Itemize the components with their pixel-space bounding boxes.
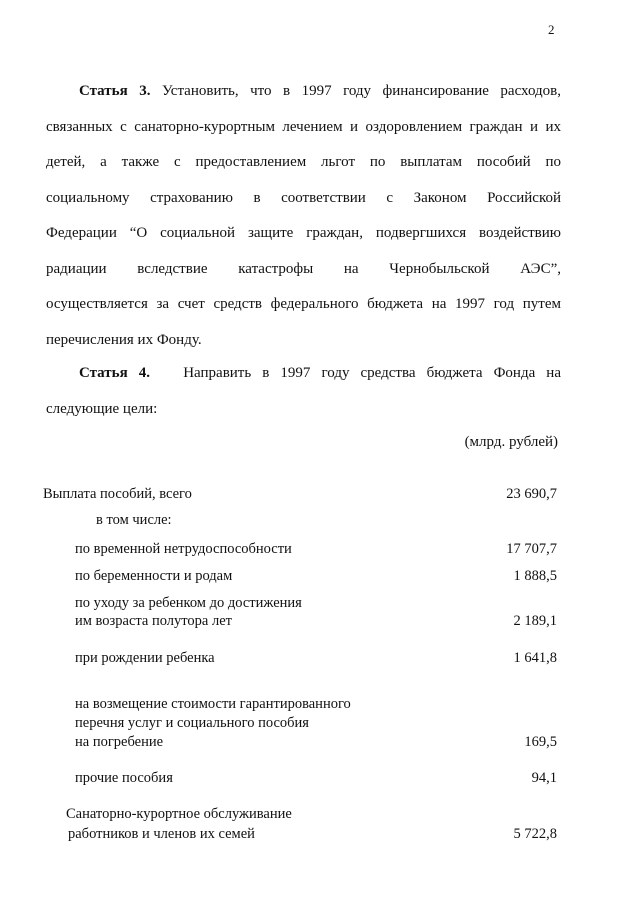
page-number: 2: [548, 22, 555, 37]
subheading-label: в том числе:: [96, 512, 172, 528]
article-4-line-2: следующие цели:: [46, 400, 158, 417]
article-3-line-3: детей, а также с предоставлением льгот по выплатам пособий по: [46, 154, 561, 170]
row-label: им возраста полутора лет: [75, 613, 233, 629]
row-label: работников и членов их семей: [68, 826, 255, 842]
article-3-line-4: социальному страхованию в соответствии с Законом Российской: [46, 189, 561, 206]
article-4-label: Статья 4.: [79, 365, 151, 381]
article-3-line-6: радиации вследствие катастрофы на Чернобыльской АЭС”,: [46, 260, 561, 277]
row-value: 94,1: [531, 770, 557, 786]
row-label: Выплата пособий, всего: [43, 486, 192, 502]
row-value: 169,5: [524, 734, 557, 750]
row-label: прочие пособия: [75, 770, 173, 786]
row-label: на возмещение стоимости гарантированного: [75, 696, 351, 712]
article-3-line-7: осуществляется за счет средств федерального бюджета на 1997 год путем: [46, 296, 561, 312]
row-value: 17 707,7: [506, 541, 557, 557]
article-3-text-1: Установить, что в 1997 году финансирование расходов,: [161, 83, 562, 99]
article-3-line-2: связанных с санаторно-курортным лечением и оздоровлением граждан и их: [46, 118, 561, 135]
row-value: 2 189,1: [513, 613, 557, 629]
article-3-line-8: перечисления их Фонду.: [46, 331, 202, 348]
units-label: (млрд. рублей): [464, 434, 558, 450]
article-3-label: Статья 3.: [79, 83, 151, 99]
row-label: по временной нетрудоспособности: [75, 541, 292, 557]
row-label: на погребение: [75, 734, 164, 750]
row-label: по уходу за ребенком до достижения: [75, 595, 302, 611]
row-label: при рождении ребенка: [75, 650, 215, 666]
row-value: 1 641,8: [513, 650, 557, 666]
row-value: 23 690,7: [506, 486, 557, 502]
row-label: по беременности и родам: [75, 568, 233, 584]
article-4-text-1: Направить в 1997 году средства бюджета Фонда на: [183, 365, 561, 381]
article-3-line-5: Федерации “О социальной защите граждан, подвергшихся воздействию: [46, 225, 561, 241]
row-label: Санаторно-курортное обслуживание: [66, 806, 292, 822]
row-value: 5 722,8: [513, 826, 557, 842]
row-value: 1 888,5: [513, 568, 557, 584]
row-label: перечня услуг и социального пособия: [75, 715, 309, 731]
